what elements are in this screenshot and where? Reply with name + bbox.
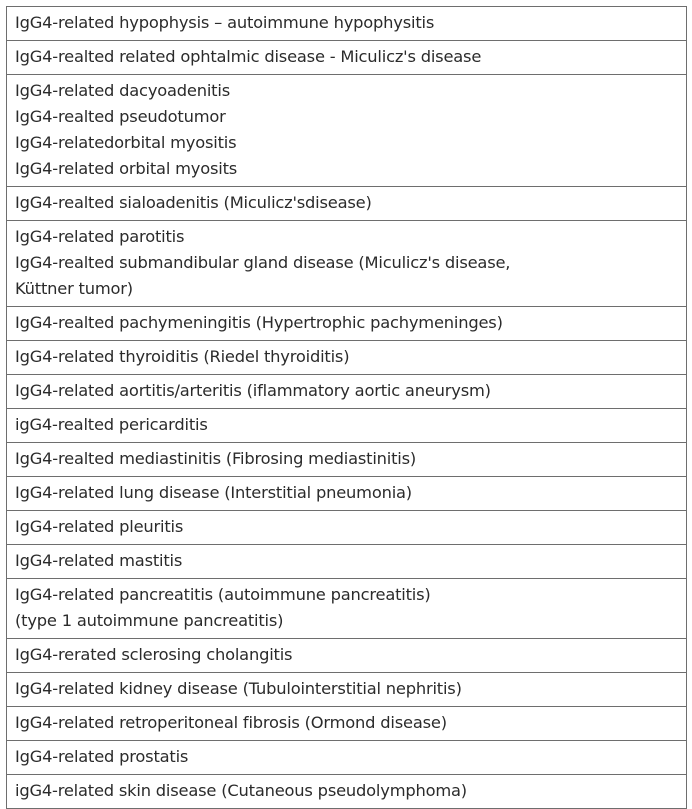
table-cell xyxy=(7,579,687,639)
cell-line: IgG4-related aortitis/arteritis (iflammatory aortic aneurysm) xyxy=(15,381,491,400)
cell-line: IgG4-realted mediastinitis (Fibrosing mediastinitis) xyxy=(15,449,417,468)
igg4-disease-table xyxy=(6,6,687,809)
cell-line: IgG4-rerated sclerosing cholangitis xyxy=(15,645,293,664)
table-cell xyxy=(7,221,687,307)
cell-line: IgG4-relatedorbital myositis xyxy=(15,133,237,152)
table-row xyxy=(7,443,687,477)
cell-line: Küttner tumor) xyxy=(15,279,133,298)
table-cell xyxy=(7,443,687,477)
table-row xyxy=(7,307,687,341)
table-row xyxy=(7,409,687,443)
cell-line: IgG4-related retroperitoneal fibrosis (Ormond disease) xyxy=(15,713,447,732)
cell-line: IgG4-related pleuritis xyxy=(15,517,184,536)
cell-line: IgG4-related thyroiditis (Riedel thyroiditis) xyxy=(15,347,350,366)
table-row xyxy=(7,511,687,545)
cell-line: IgG4-realted pachymeningitis (Hypertrophic pachymeninges) xyxy=(15,313,503,332)
table-cell xyxy=(7,41,687,75)
cell-line: IgG4-related pancreatitis (autoimmune pancreatitis) xyxy=(15,585,431,604)
table-row xyxy=(7,187,687,221)
table-cell xyxy=(7,187,687,221)
cell-line: (type 1 autoimmune pancreatitis) xyxy=(15,611,284,630)
table-row xyxy=(7,741,687,775)
table-cell xyxy=(7,511,687,545)
cell-line: igG4-related skin disease (Cutaneous pseudolymphoma) xyxy=(15,781,467,800)
table-cell xyxy=(7,545,687,579)
table-row xyxy=(7,7,687,41)
table-row xyxy=(7,639,687,673)
cell-line: IgG4-realted related ophtalmic disease - Miculicz's disease xyxy=(15,47,482,66)
cell-line: IgG4-related kidney disease (Tubulointerstitial nephritis) xyxy=(15,679,462,698)
cell-line: IgG4-related parotitis xyxy=(15,227,185,246)
table-cell xyxy=(7,375,687,409)
cell-line: IgG4-related orbital myosits xyxy=(15,159,238,178)
table-row xyxy=(7,221,687,307)
table-row xyxy=(7,75,687,187)
table-cell xyxy=(7,707,687,741)
table-row xyxy=(7,579,687,639)
cell-line: igG4-realted pericarditis xyxy=(15,415,208,434)
table-row xyxy=(7,545,687,579)
cell-line: IgG4-related lung disease (Interstitial pneumonia) xyxy=(15,483,412,502)
table-cell xyxy=(7,341,687,375)
table-cell xyxy=(7,775,687,809)
cell-line: IgG4-related prostatis xyxy=(15,747,189,766)
cell-line: IgG4-related mastitis xyxy=(15,551,183,570)
table-cell xyxy=(7,639,687,673)
table-cell xyxy=(7,741,687,775)
table-body xyxy=(7,7,687,809)
disease-table-container xyxy=(6,6,687,809)
table-cell xyxy=(7,75,687,187)
table-cell xyxy=(7,673,687,707)
table-cell xyxy=(7,7,687,41)
table-row xyxy=(7,41,687,75)
cell-line: IgG4-related hypophysis – autoimmune hypophysitis xyxy=(15,13,435,32)
table-row xyxy=(7,341,687,375)
cell-line: IgG4-realted pseudotumor xyxy=(15,107,226,126)
table-row xyxy=(7,775,687,809)
cell-line: IgG4-related dacyoadenitis xyxy=(15,81,230,100)
table-row xyxy=(7,477,687,511)
table-cell xyxy=(7,307,687,341)
cell-line: IgG4-realted sialoadenitis (Miculicz'sdisease) xyxy=(15,193,372,212)
table-row xyxy=(7,673,687,707)
table-cell xyxy=(7,477,687,511)
table-row xyxy=(7,707,687,741)
table-cell xyxy=(7,409,687,443)
table-row xyxy=(7,375,687,409)
cell-line: IgG4-realted submandibular gland disease (Miculicz's disease, xyxy=(15,253,511,272)
